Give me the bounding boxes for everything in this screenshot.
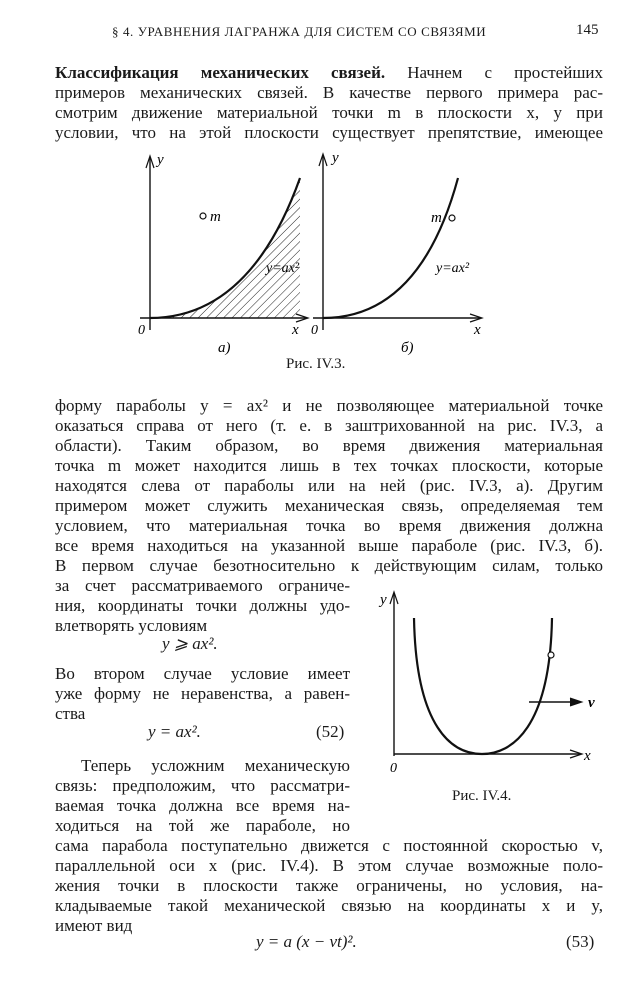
x-axis-label: x <box>474 322 481 338</box>
text-line: находятся слева от параболы или на ней (рис. IV.3, а). Другим <box>55 476 603 495</box>
text-line: имеют вид <box>55 916 133 935</box>
text-line: кладываемые такой механической связью на координаты x и y, <box>55 896 603 915</box>
figure-iv3-caption: Рис. IV.3. <box>286 356 346 372</box>
curve-equation: y=ax² <box>436 261 470 276</box>
origin-label: 0 <box>390 761 397 776</box>
parabola-curve <box>414 618 552 754</box>
equation-53-number: (53) <box>566 932 595 951</box>
left-column-text-3 <box>55 756 350 836</box>
intro-lines <box>55 83 603 143</box>
bottom-paragraph <box>55 836 603 936</box>
subfigure-label: б) <box>401 340 414 356</box>
text-line: Теперь усложним механическую <box>81 756 350 775</box>
point-m-label: m <box>431 210 442 226</box>
text-line: все время находиться на указанной выше параболе (рис. IV.3, б). <box>55 536 603 555</box>
velocity-label: v <box>588 695 595 711</box>
inequality-formula: y ⩾ ax². <box>162 634 218 653</box>
text-line: уже форму не неравенства, а равен- <box>55 684 350 703</box>
text-line: Во втором случае условие имеет <box>55 664 350 683</box>
y-axis-label: y <box>157 152 164 168</box>
parabola-curve <box>323 178 458 318</box>
intro-paragraph <box>55 63 603 83</box>
point-marker <box>548 652 554 658</box>
text-line: точка m может находится лишь в тех точках плоскости, которые <box>55 456 603 475</box>
point-m-label: m <box>210 209 221 225</box>
figure-iv4-caption: Рис. IV.4. <box>452 788 512 804</box>
subfigure-label: а) <box>218 340 231 356</box>
section-heading: Классификация механических связей. <box>55 63 386 82</box>
text-line: условием, что материальная точка во время движения должна <box>55 516 603 535</box>
text-line: сама парабола поступательно движется с постоянной скоростью v, <box>55 836 603 855</box>
text-line: ния, координаты точки должны удо- <box>55 596 350 615</box>
text-line: ства <box>55 704 86 723</box>
equation-52-number: (52) <box>316 722 345 741</box>
text-line: области). Таким образом, во время движения материальная <box>55 436 603 455</box>
text-line: примеров механических связей. В качестве первого примера рас- <box>55 83 603 102</box>
text-line: жения точки в плоскости также ограничены, но условия, на- <box>55 876 603 895</box>
hatched-region <box>150 178 300 318</box>
text-line: связь: предположим, что рассматри- <box>55 776 350 795</box>
body-paragraph <box>55 396 603 576</box>
point-m-marker <box>449 215 455 221</box>
curve-equation: y=ax² <box>266 261 300 276</box>
intro-first-line-rest: Начнем с простейших <box>407 63 604 82</box>
text-line: условии, что на этой плоскости существует препятствие, имеющее <box>55 123 603 142</box>
intro-first-line <box>55 63 603 83</box>
equation-52: y = ax². <box>148 722 201 741</box>
text-line: ваемая точка должна все время на- <box>55 796 350 815</box>
figure-iv3-panel-b <box>311 150 482 356</box>
left-column-text-2 <box>55 664 350 724</box>
text-line: параллельной оси x (рис. IV.4). В этом случае возможные поло- <box>55 856 603 875</box>
origin-label: 0 <box>138 323 145 338</box>
figure-iv3-panel-a <box>138 152 308 356</box>
text-line: смотрим движение материальной точки m в плоскости x, y при <box>55 103 603 122</box>
running-header: § 4. УРАВНЕНИЯ ЛАГРАНЖА ДЛЯ СИСТЕМ СО СВЯЗЯМИ <box>112 24 487 39</box>
x-axis-label: x <box>292 322 299 338</box>
y-axis-label: y <box>380 592 387 608</box>
origin-label: 0 <box>311 323 318 338</box>
y-axis-label: y <box>332 150 339 166</box>
velocity-arrowhead <box>570 698 582 706</box>
text-line: ходиться на той же параболе, но <box>55 816 350 835</box>
text-line: форму параболы y = ax² и не позволяющее материальной точке <box>55 396 603 415</box>
page-number: 145 <box>576 22 599 38</box>
equation-53: y = a (x − vt)². <box>256 932 357 951</box>
text-line: за счет рассматриваемого ограниче- <box>55 576 350 595</box>
figure-iv4 <box>372 588 612 778</box>
x-axis-label: x <box>584 748 591 764</box>
point-m-marker <box>200 213 206 219</box>
left-column-text-1 <box>55 576 350 636</box>
text-line: В первом случае безотносительно к действующим силам, только <box>55 556 603 575</box>
text-line: примером может служить механическая связь, определяемая тем <box>55 496 603 515</box>
figure-iv3 <box>130 148 490 358</box>
text-line: оказаться справа от него (т. е. в заштрихованной на рис. IV.3, а <box>55 416 603 435</box>
text-line: влетворять условиям <box>55 616 208 635</box>
